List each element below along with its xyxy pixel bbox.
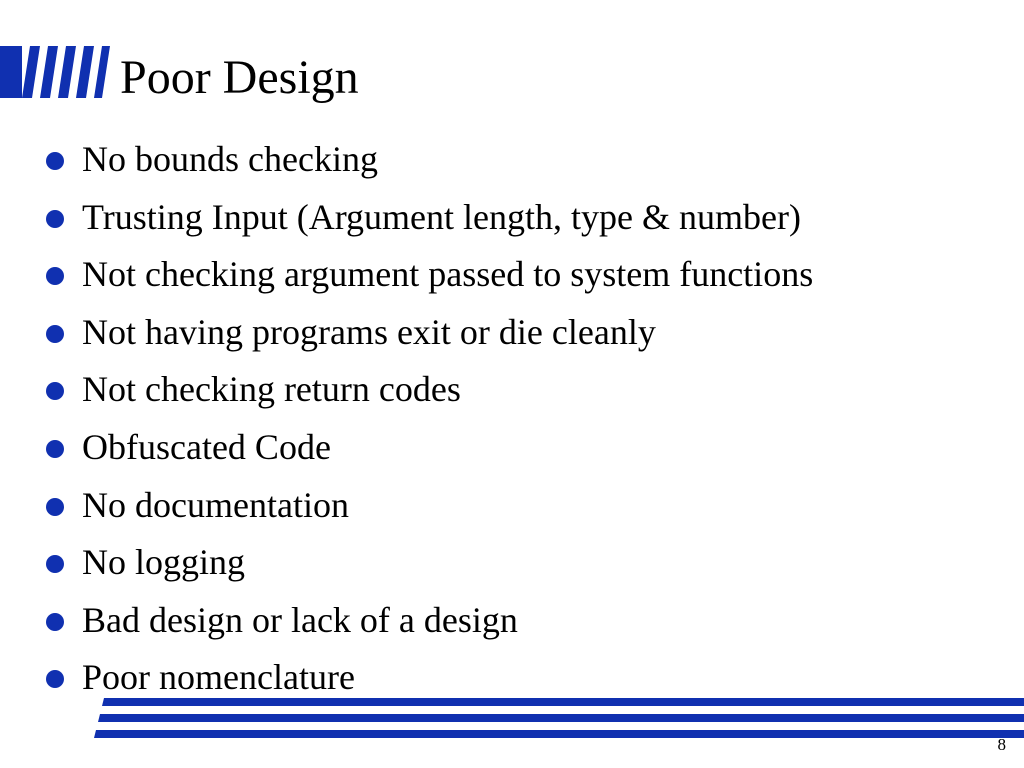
- bullet-text: No documentation: [82, 484, 349, 525]
- page-number: 8: [997, 735, 1006, 754]
- footer-stripe-1: [102, 698, 1024, 706]
- logo-bar-2: [40, 46, 58, 98]
- filled-circle-bullet-icon: [46, 267, 64, 285]
- bullet-text: Not checking return codes: [82, 369, 461, 410]
- filled-circle-bullet-icon: [46, 152, 64, 170]
- logo-bar-4: [76, 46, 94, 98]
- bullet-text: Bad design or lack of a design: [82, 599, 518, 640]
- logo-block: [0, 46, 22, 98]
- bullet-text: Trusting Input (Argument length, type & number): [82, 196, 801, 237]
- slide-title: Poor Design: [120, 51, 359, 104]
- filled-circle-bullet-icon: [46, 613, 64, 631]
- filled-circle-bullet-icon: [46, 382, 64, 400]
- logo-bar-1: [22, 46, 40, 98]
- filled-circle-bullet-icon: [46, 210, 64, 228]
- bullet-text: No logging: [82, 542, 246, 583]
- slanted-bars-logo-icon: [0, 44, 112, 100]
- bullet-text: Not having programs exit or die cleanly: [82, 311, 656, 352]
- logo-bar-5: [94, 46, 110, 98]
- filled-circle-bullet-icon: [46, 670, 64, 688]
- filled-circle-bullet-icon: [46, 440, 64, 458]
- bullet-item: [0, 592, 1024, 650]
- filled-circle-bullet-icon: [46, 325, 64, 343]
- bullet-list: [0, 131, 1024, 707]
- bullet-text: Not checking argument passed to system functions: [82, 254, 814, 295]
- filled-circle-bullet-icon: [46, 555, 64, 573]
- bullet-text: Poor nomenclature: [82, 657, 355, 698]
- bullet-item: [0, 361, 1024, 419]
- logo-bar-3: [58, 46, 76, 98]
- bullet-item: [0, 534, 1024, 592]
- footer-stripe-3: [94, 730, 1024, 738]
- bullet-item: [0, 419, 1024, 477]
- bullet-item: [0, 246, 1024, 304]
- footer-stripe-2: [98, 714, 1024, 722]
- footer-stripes: [0, 698, 1024, 740]
- bullet-text: Obfuscated Code: [82, 426, 331, 467]
- bullet-item: [0, 189, 1024, 247]
- bullet-item: [0, 477, 1024, 535]
- bullet-item: [0, 304, 1024, 362]
- bullet-text: No bounds checking: [82, 139, 378, 179]
- filled-circle-bullet-icon: [46, 498, 64, 516]
- bullet-item: [0, 131, 1024, 189]
